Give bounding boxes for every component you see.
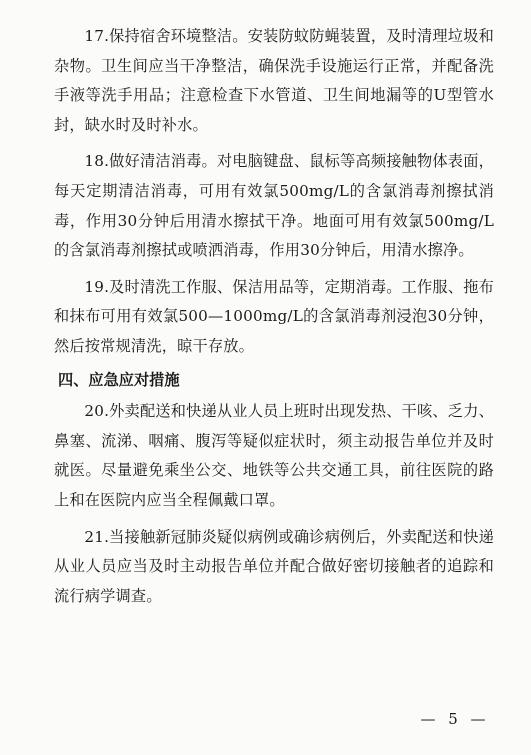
section-heading: 四、应急应对措施 (58, 370, 180, 389)
document-body (54, 22, 494, 611)
paragraph-17: 17.保持宿舍环境整洁。安装防蚊防蝇装置，及时清理垃圾和杂物。卫生间应当干净整洁，确保洗手设施运行正常，并配备洗手液等洗手用品；注意检查下水管道、卫生间地漏等的U型管水封，缺水时及时补水。 (54, 27, 494, 134)
paragraph-20: 20.外卖配送和快递从业人员上班时出现发热、干咳、乏力、鼻塞、流涕、咽痛、腹泻等疑似症状时，须主动报告单位并及时就医。尽量避免乘坐公交、地铁等公共交通工具，前往医院的路上和在医院内应当全程佩戴口罩。 (54, 402, 494, 509)
paragraph-18: 18.做好清洁消毒。对电脑键盘、鼠标等高频接触物体表面，每天定期清洁消毒，可用有效氯500mg/L的含氯消毒剂擦拭消毒，作用30分钟后用清水擦拭干净。地面可用有效氯500mg/L的含氯消毒剂擦拭或喷洒消毒，作用30分钟后，用清水擦净。 (54, 152, 494, 260)
paragraph-21: 21.当接触新冠肺炎疑似病例或确诊病例后，外卖配送和快递从业人员应当及时主动报告单位并配合做好密切接触者的追踪和流行病学调查。 (54, 527, 494, 605)
page-number: — 5 — (420, 710, 490, 728)
paragraph-19: 19.及时清洗工作服、保洁用品等，定期消毒。工作服、拖布和抹布可用有效氯500—1000mg/L的含氯消毒剂浸泡30分钟，然后按常规清洗，晾干存放。 (54, 277, 494, 355)
